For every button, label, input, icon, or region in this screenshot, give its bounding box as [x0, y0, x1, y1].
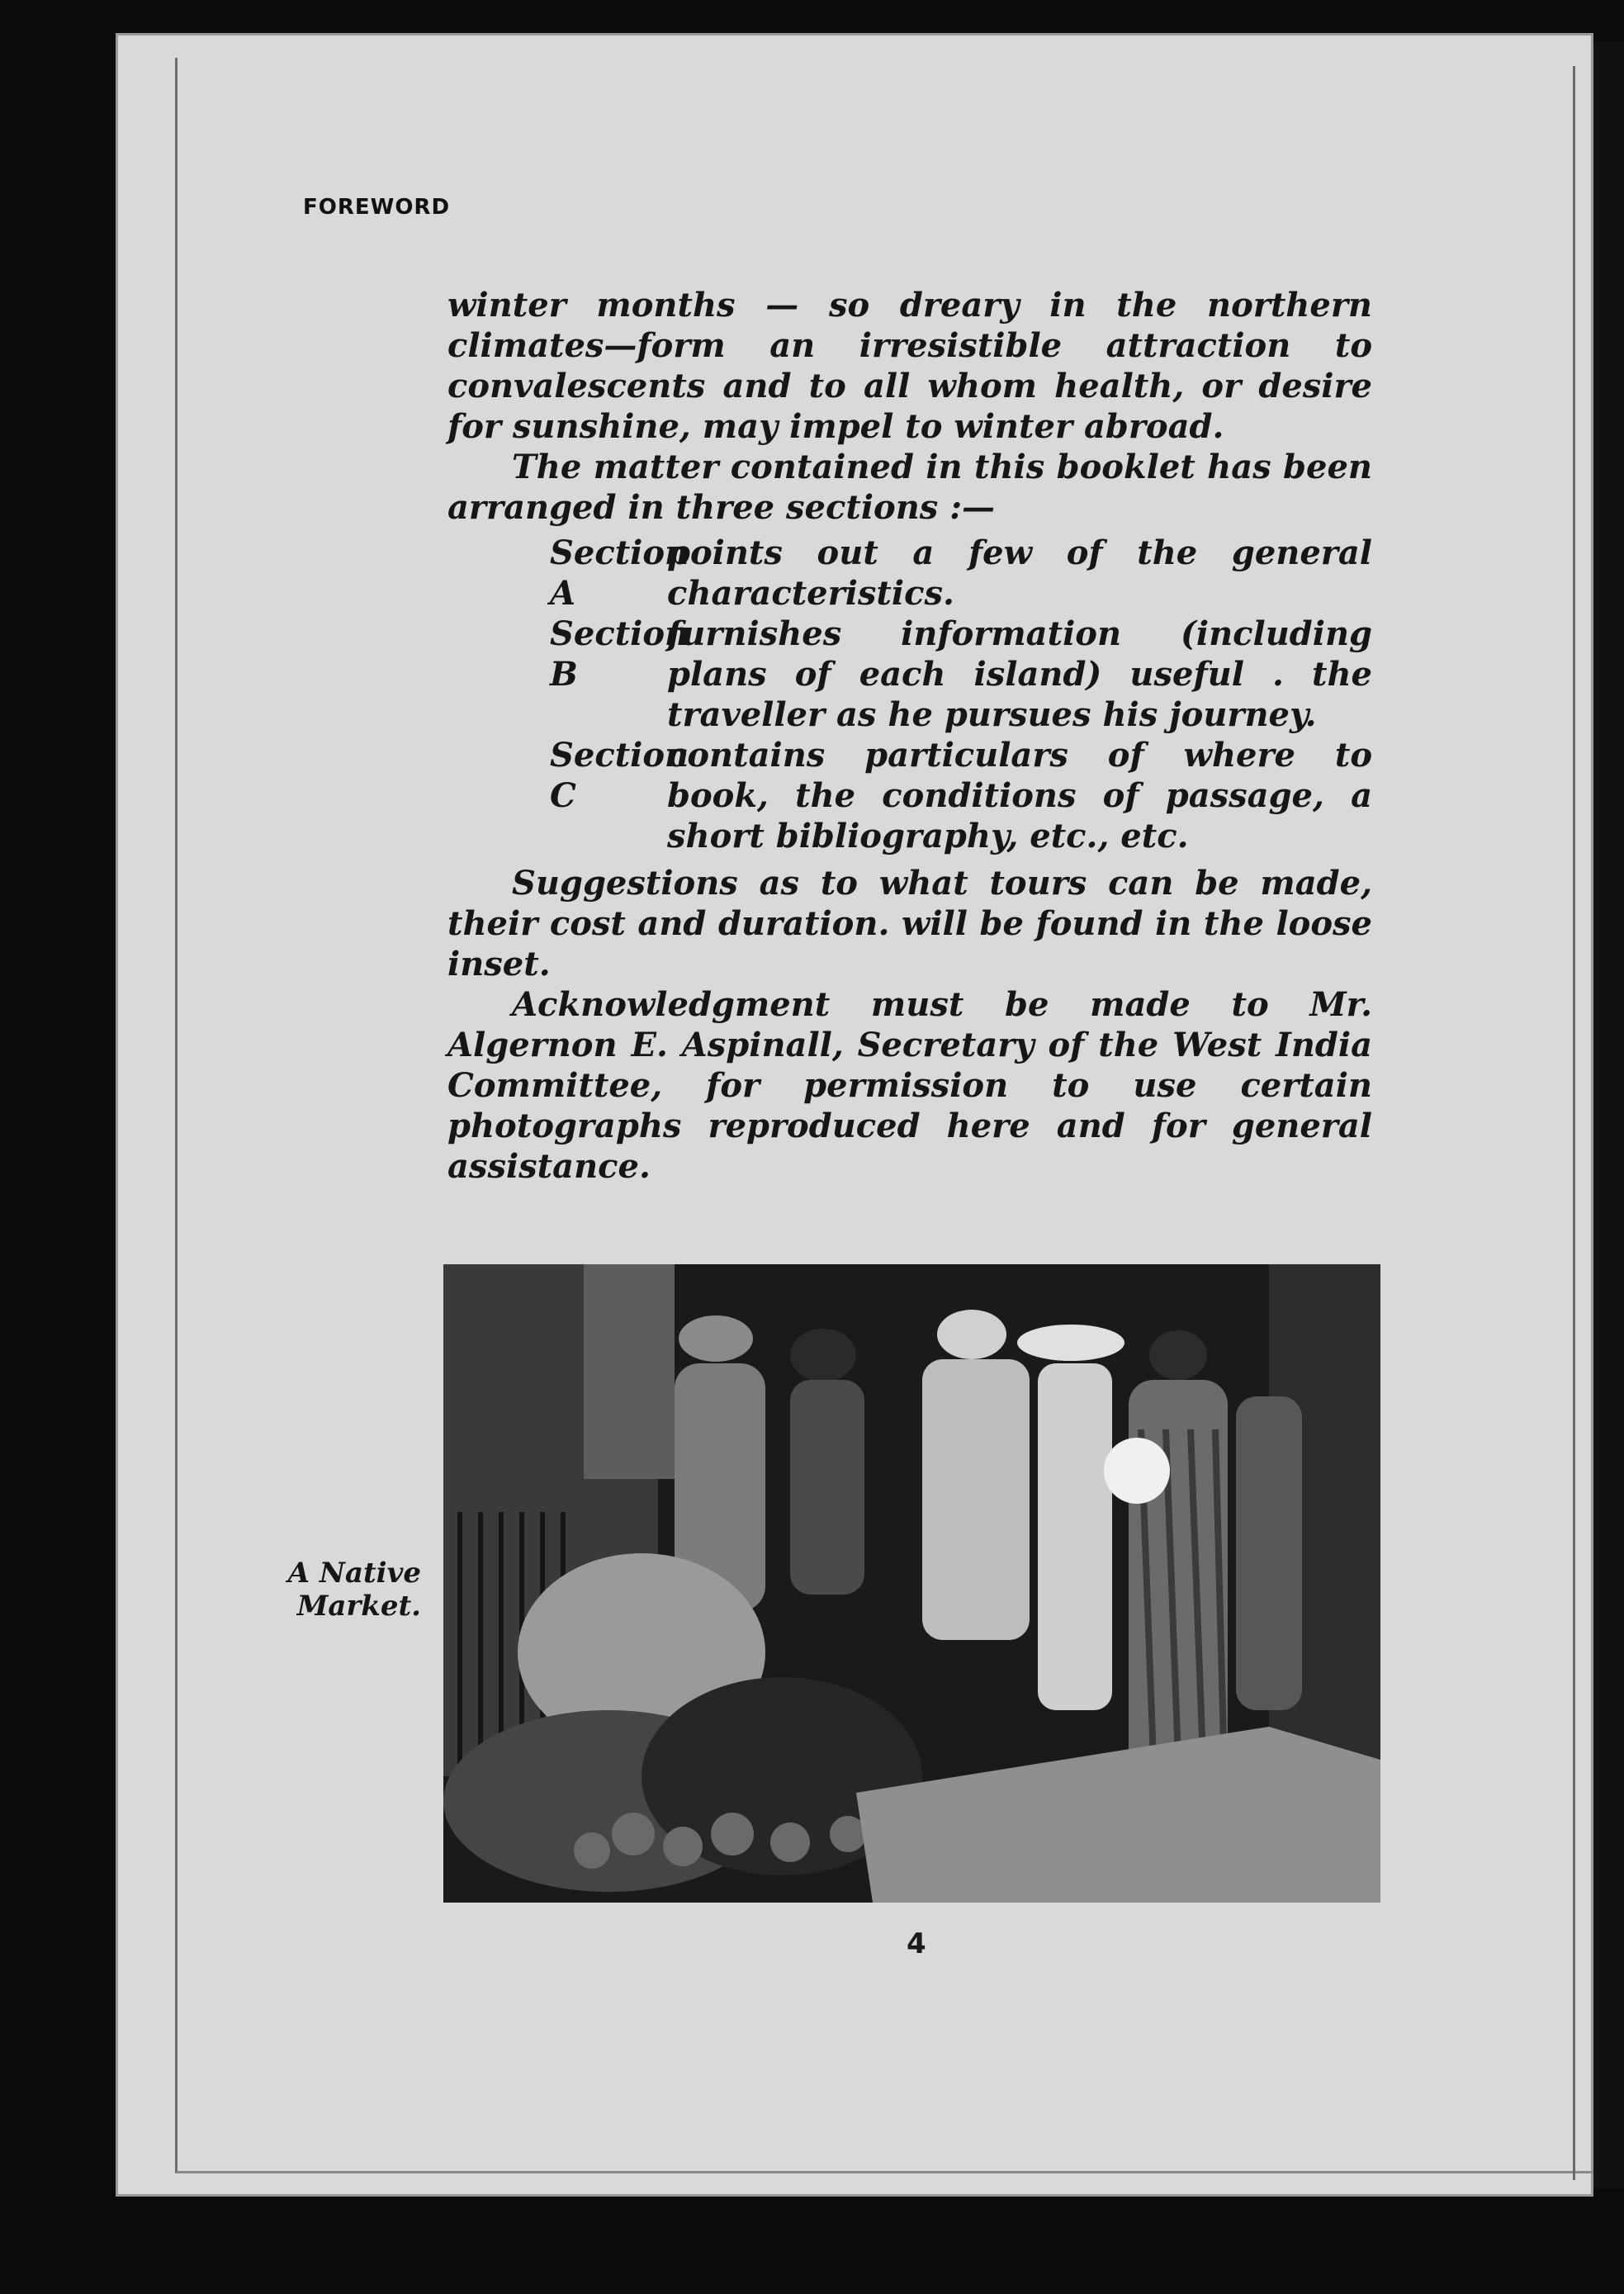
- section-list: [447, 533, 1372, 856]
- body-text: [447, 285, 1372, 1187]
- matter-paragraph: The matter contained in this booklet has been arranged in three sections :—: [447, 448, 1372, 527]
- section-description: points out a few of the general characteristics.: [667, 533, 1372, 613]
- photo-caption: A Native Market.: [287, 1557, 421, 1623]
- running-header: FOREWORD: [303, 195, 451, 220]
- section-description: furnishes information (including plans of each island) useful . the traveller as he pursues his journey.: [667, 614, 1372, 734]
- market-photograph: [443, 1264, 1380, 1903]
- acknowledgment-paragraph: Acknowledgment must be made to Mr. Algernon E. Aspinall, Secretary of the West India Committee, for permission to use certain photographs reproduced here and for general assistance.: [447, 985, 1372, 1186]
- section-item: [447, 614, 1372, 735]
- section-label: Section C: [550, 736, 689, 815]
- section-label: Section B: [550, 614, 689, 694]
- section-label: Section A: [550, 533, 689, 613]
- section-description: contains particulars of where to book, the conditions of passage, a short bibliography, etc., etc.: [667, 736, 1372, 856]
- intro-paragraph: winter months — so dreary in the northern climates—form an irresistible attraction to convalescents and to all whom health, or desire for sunshine, may impel to winter abroad.: [447, 286, 1372, 446]
- suggestions-paragraph: Suggestions as to what tours can be made, their cost and duration. will be found in the loose inset.: [447, 864, 1372, 983]
- section-item: [447, 533, 1372, 614]
- page-number: 4: [907, 1927, 926, 1960]
- binding-edge: [1573, 66, 1575, 2180]
- section-item: [447, 735, 1372, 856]
